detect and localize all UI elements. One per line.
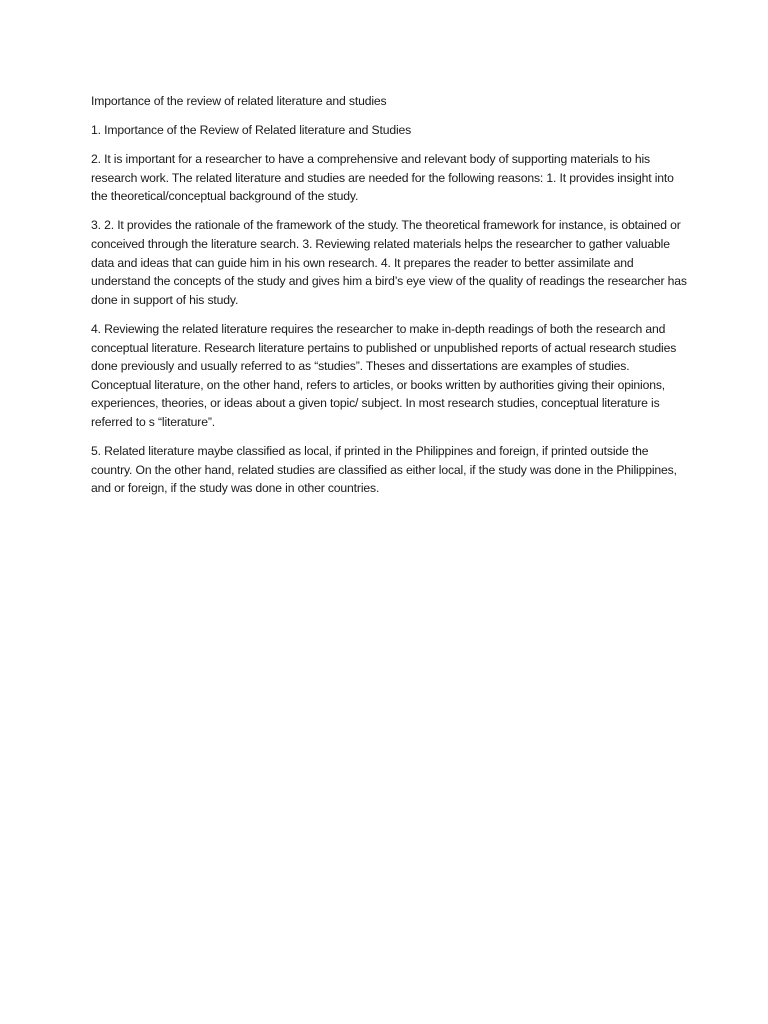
document-title: Importance of the review of related literature and studies — [91, 94, 387, 108]
document-body — [91, 92, 691, 508]
paragraph-2: 2. It is important for a researcher to have a comprehensive and relevant body of supporting materials to his research work. The related literature and studies are needed for the following reasons: 1. It provides insight into the theoretical/conceptual background of the study. — [91, 152, 674, 204]
paragraph-3: 3. 2. It provides the rationale of the framework of the study. The theoretical framework for instance, is obtained or conceived through the literature search. 3. Reviewing related materials helps the researcher to gather valuable data and ideas that can guide him in his own research. 4. It prepares the reader to better assimilate and understand the concepts of the study and gives him a bird’s eye view of the quality of readings the researcher has done in support of his study. — [91, 218, 687, 307]
paragraph-4: 4. Reviewing the related literature requires the researcher to make in-depth readings of both the research and conceptual literature. Research literature pertains to published or unpublished reports of actual research studies done previously and usually referred to as “studies”. Theses and dissertations are examples of studies. Conceptual literature, on the other hand, refers to articles, or books written by authorities giving their opinions, experiences, theories, or ideas about a given topic/ subject. In most research studies, conceptual literature is referred to s “literature”. — [91, 321, 677, 429]
paragraph-1: 1. Importance of the Review of Related literature and Studies — [91, 123, 412, 138]
paragraph-5: 5. Related literature maybe classified as local, if printed in the Philippines and foreign, if printed outside the country. On the other hand, related studies are classified as either local, if the study was done in the Philippines, and or foreign, if the study was done in other countries. — [91, 444, 677, 496]
